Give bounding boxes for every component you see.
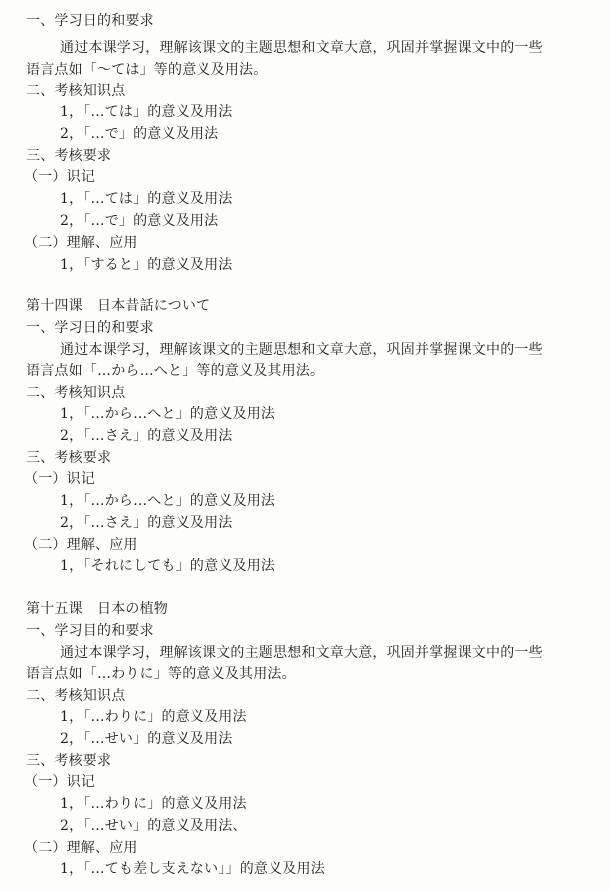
lesson-15-title: 第十五课 日本の植物 [26, 601, 168, 617]
s1-goal-heading: 一、学习日的和要求 [26, 13, 154, 29]
s3-goal-heading: 一、学习目的和要求 [26, 623, 154, 639]
s2-apply-item-1: 1，「それにしても」的意义及用法 [60, 558, 276, 574]
s1-goal-paragraph-line1: 通过本课学习，理解该课文的主题思想和文章大意，巩固并掌握课文中的一些 [60, 40, 543, 56]
s1-recall-item-2: 2，「…で」的意义及用法 [60, 213, 219, 229]
s2-recall-item-1: 1，「…から…へと」的意义及用法 [60, 493, 276, 509]
s3-apply-heading: （二）理解、应用 [24, 840, 138, 856]
s1-knowledge-heading: 二、考核知识点 [26, 83, 126, 99]
s1-goal-paragraph-line2: 语言点如「〜ては」等的意义及用法。 [26, 62, 268, 78]
s2-apply-heading: （二）理解、应用 [24, 537, 138, 553]
s1-recall-item-1: 1，「…ては」的意义及用法 [60, 191, 233, 207]
s2-goal-heading: 一、学习日的和要求 [26, 320, 154, 336]
s2-requirements-heading: 三、考核要求 [26, 450, 112, 466]
s2-goal-paragraph-line1: 通过本课学习，理解该课文的主题思想和文章大意，巩固并掌握课文中的一些 [60, 342, 543, 358]
s3-goal-paragraph-line1: 通过本课学习，理解该课文的主题思想和文章大意，巩固并掌握课文中的一些 [60, 645, 543, 661]
s1-knowledge-item-2: 2，「…で」的意义及用法 [60, 126, 219, 142]
s1-requirements-heading: 三、考核要求 [26, 148, 112, 164]
s3-recall-heading: （一）识记 [24, 774, 95, 790]
s3-requirements-heading: 三、考核要求 [26, 753, 112, 769]
lesson-14-title: 第十四课 日本昔話について [26, 298, 211, 314]
s3-knowledge-heading: 二、考核知识点 [26, 688, 126, 704]
s2-recall-item-2: 2，「…さえ」的意义及用法 [60, 515, 233, 531]
s2-recall-heading: （一）识记 [24, 471, 95, 487]
s2-knowledge-item-1: 1，「…から…へと」的意义及用法 [60, 406, 276, 422]
s1-knowledge-item-1: 1，「…ては」的意义及用法 [60, 104, 233, 120]
s2-knowledge-item-2: 2，「…さえ」的意义及用法 [60, 428, 233, 444]
s3-recall-item-1: 1，「…わりに」的意义及用法 [60, 796, 247, 812]
s3-knowledge-item-2: 2，「…せい」的意义及用法 [60, 731, 233, 747]
s3-apply-item-1: 1，「…ても差し支えない」」的意义及用法 [60, 861, 325, 877]
s3-recall-item-2: 2，「…せい」的意义及用法、 [60, 818, 247, 834]
s2-knowledge-heading: 二、考核知识点 [26, 385, 126, 401]
s2-goal-paragraph-line2: 语言点如「…から…へと」等的意义及其用法。 [26, 363, 325, 379]
s1-apply-heading: （二）理解、应用 [24, 235, 138, 251]
s3-goal-paragraph-line2: 语言点如「…わりに」等的意义及其用法。 [26, 666, 296, 682]
s3-knowledge-item-1: 1，「…わりに」的意义及用法 [60, 709, 247, 725]
s1-apply-item-1: 1，「すると」的意义及用法 [60, 257, 233, 273]
s1-recall-heading: （一）识记 [24, 169, 95, 185]
